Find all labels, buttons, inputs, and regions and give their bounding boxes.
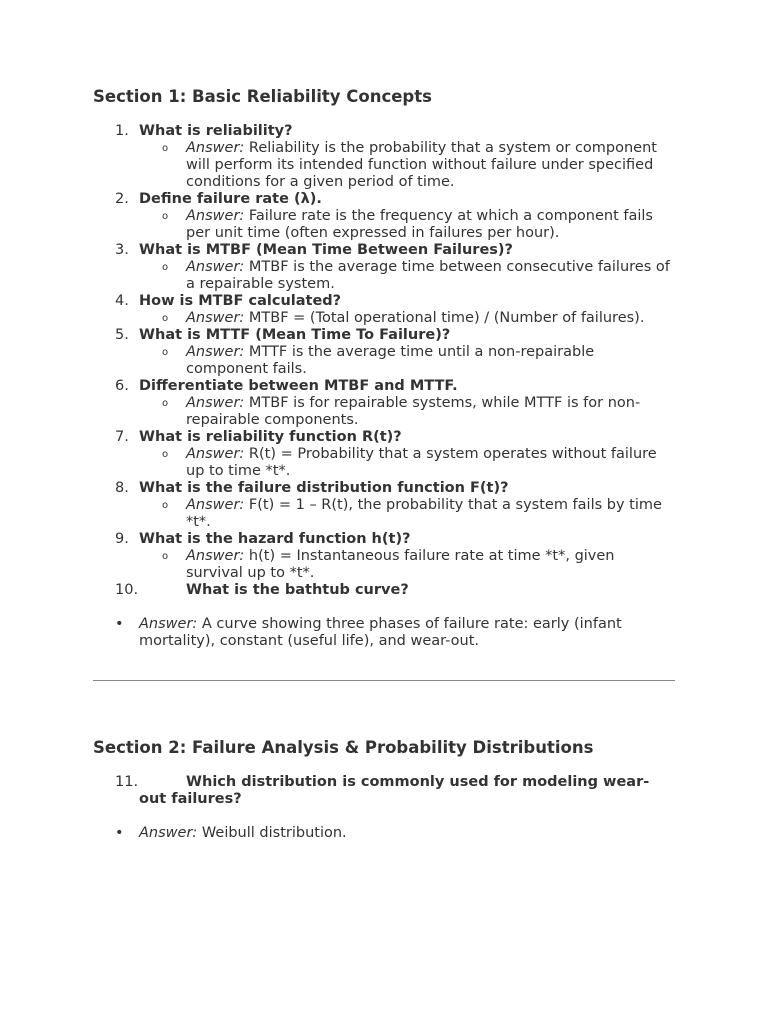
question-number: 2.	[115, 191, 129, 207]
question-number: 11.	[115, 774, 139, 790]
answer-10	[93, 616, 675, 650]
answer-8	[93, 497, 675, 531]
answer-9	[93, 548, 675, 582]
question-number: 5.	[115, 327, 129, 343]
bullet-dot-icon: •	[115, 616, 124, 632]
document-page	[93, 86, 675, 842]
question-text: What is the hazard function h(t)?	[139, 531, 411, 547]
question-11	[93, 774, 675, 808]
section-1-list	[93, 123, 675, 650]
answer-text: F(t) = 1 – R(t), the probability that a system fails by time *t*.	[186, 497, 662, 530]
bullet-circle-icon: o	[162, 211, 169, 222]
answer-text: MTBF = (Total operational time) / (Number of failures).	[244, 310, 645, 326]
answer-label: Answer:	[139, 825, 198, 841]
bullet-circle-icon: o	[162, 551, 169, 562]
answer-text: Reliability is the probability that a system or component will perform its intended function without failure under specified conditions for a given period of time.	[186, 140, 657, 190]
bullet-circle-icon: o	[162, 500, 169, 511]
bullet-circle-icon: o	[162, 347, 169, 358]
question-number: 9.	[115, 531, 129, 547]
answer-text: R(t) = Probability that a system operates without failure up to time *t*.	[186, 446, 657, 479]
question-text: What is the bathtub curve?	[186, 582, 409, 598]
question-text: What is the failure distribution function F(t)?	[139, 480, 509, 496]
answer-label: Answer:	[186, 208, 245, 224]
question-number: 3.	[115, 242, 129, 258]
question-8	[93, 480, 675, 497]
question-7	[93, 429, 675, 446]
question-number: 10.	[115, 582, 139, 598]
section-divider	[93, 680, 675, 681]
answer-11	[93, 825, 675, 842]
answer-1	[93, 140, 675, 191]
question-5	[93, 327, 675, 344]
answer-text: MTTF is the average time until a non-repairable component fails.	[186, 344, 595, 377]
bullet-circle-icon: o	[162, 449, 169, 460]
question-text: How is MTBF calculated?	[139, 293, 342, 309]
answer-label: Answer:	[186, 446, 245, 462]
answer-text: MTBF is for repairable systems, while MTTF is for non-repairable components.	[186, 395, 641, 428]
question-text: Differentiate between MTBF and MTTF.	[139, 378, 458, 394]
answer-label: Answer:	[186, 344, 245, 360]
question-3	[93, 242, 675, 259]
bullet-circle-icon: o	[162, 313, 169, 324]
question-number: 8.	[115, 480, 129, 496]
question-number: 7.	[115, 429, 129, 445]
answer-label: Answer:	[186, 259, 245, 275]
bullet-circle-icon: o	[162, 398, 169, 409]
question-number: 4.	[115, 293, 129, 309]
answer-label: Answer:	[186, 497, 245, 513]
question-text: Define failure rate (λ).	[139, 191, 322, 207]
answer-label: Answer:	[139, 616, 198, 632]
bullet-circle-icon: o	[162, 143, 169, 154]
question-text: Which distribution is commonly used for modeling wear-out failures?	[139, 774, 650, 807]
question-6	[93, 378, 675, 395]
answer-6	[93, 395, 675, 429]
section-1-title: Section 1: Basic Reliability Concepts	[93, 87, 432, 106]
question-2	[93, 191, 675, 208]
answer-text: Failure rate is the frequency at which a component fails per unit time (often expressed in failures per hour).	[186, 208, 653, 241]
question-4	[93, 293, 675, 310]
question-number: 6.	[115, 378, 129, 394]
question-text: What is reliability function R(t)?	[139, 429, 402, 445]
section-2-title: Section 2: Failure Analysis & Probability Distributions	[93, 738, 594, 757]
answer-5	[93, 344, 675, 378]
bullet-circle-icon: o	[162, 262, 169, 273]
question-number: 1.	[115, 123, 129, 139]
answer-label: Answer:	[186, 140, 245, 156]
question-1	[93, 123, 675, 140]
answer-2	[93, 208, 675, 242]
answer-3	[93, 259, 675, 293]
answer-text: MTBF is the average time between consecutive failures of a repairable system.	[186, 259, 670, 292]
bullet-dot-icon: •	[115, 825, 124, 841]
answer-text: A curve showing three phases of failure rate: early (infant mortality), constant (useful life), and wear-out.	[139, 616, 622, 649]
answer-label: Answer:	[186, 395, 245, 411]
question-text: What is MTBF (Mean Time Between Failures)?	[139, 242, 513, 258]
answer-label: Answer:	[186, 548, 245, 564]
answer-label: Answer:	[186, 310, 245, 326]
answer-text: Weibull distribution.	[197, 825, 347, 841]
question-text: What is MTTF (Mean Time To Failure)?	[139, 327, 451, 343]
answer-text: h(t) = Instantaneous failure rate at time *t*, given survival up to *t*.	[186, 548, 615, 581]
answer-4	[93, 310, 675, 327]
answer-7	[93, 446, 675, 480]
question-10	[93, 582, 675, 599]
question-9	[93, 531, 675, 548]
question-text: What is reliability?	[139, 123, 293, 139]
question-list	[93, 123, 675, 582]
